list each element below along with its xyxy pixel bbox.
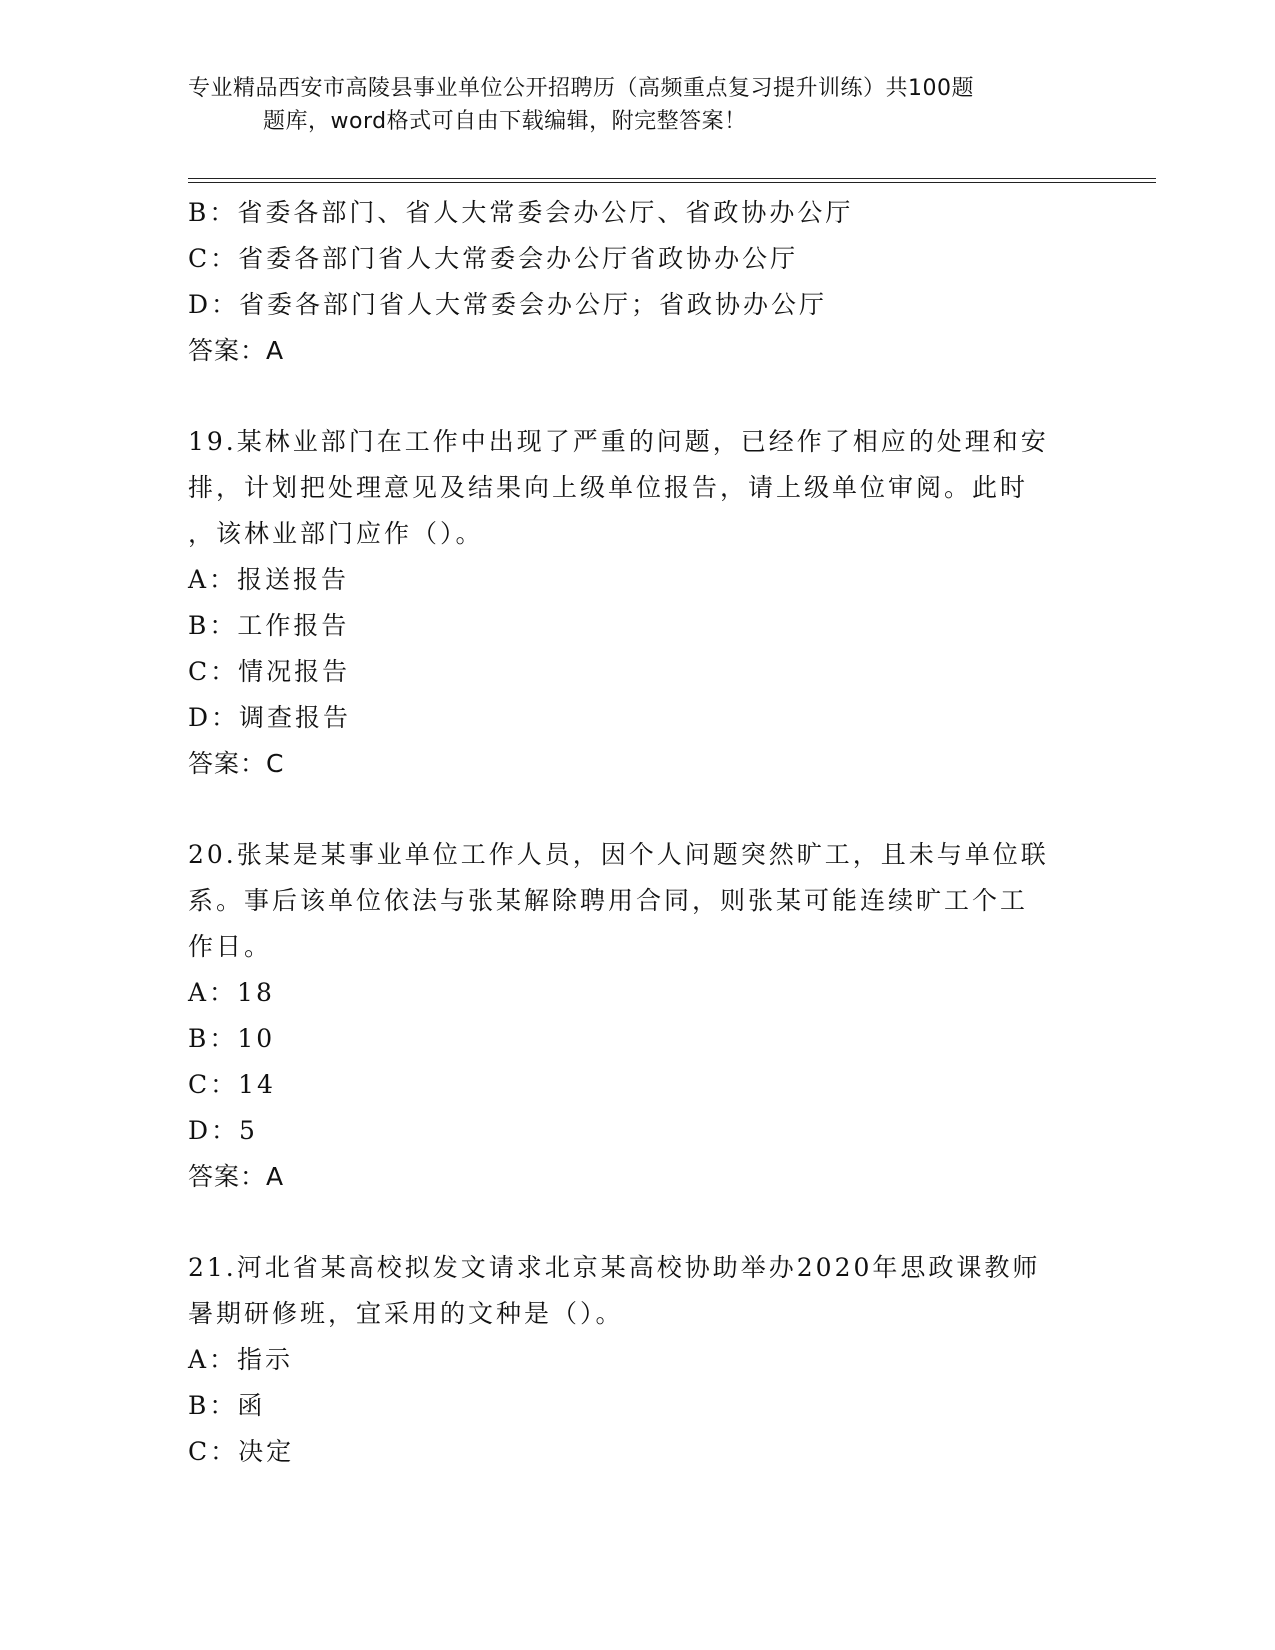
document-body xyxy=(188,190,1088,1475)
question-stem-line: 作日。 xyxy=(188,932,273,961)
question-19 xyxy=(188,419,1088,787)
spacer xyxy=(188,787,1088,832)
question-18-continued xyxy=(188,190,1088,374)
option-c: C：14 xyxy=(188,1070,276,1099)
header-divider-bottom xyxy=(188,182,1156,183)
option-c: C：省委各部门省人大常委会办公厅省政协办公厅 xyxy=(188,244,799,273)
header-title-line-2: 题库，word格式可自由下载编辑，附完整答案！ xyxy=(263,109,747,134)
document-header xyxy=(188,72,1068,138)
option-a: A：指示 xyxy=(188,1345,294,1374)
option-a: A：报送报告 xyxy=(188,565,350,594)
question-stem-line: 系。事后该单位依法与张某解除聘用合同，则张某可能连续旷工个工 xyxy=(188,886,1029,915)
option-d: D：省委各部门省人大常委会办公厅；省政协办公厅 xyxy=(188,290,828,319)
option-d: D：调查报告 xyxy=(188,703,352,732)
option-b: B：省委各部门、省人大常委会办公厅、省政协办公厅 xyxy=(188,198,854,227)
spacer xyxy=(188,1200,1088,1245)
option-b: B：工作报告 xyxy=(188,611,350,640)
question-stem-line: 暑期研修班，宜采用的文种是（）。 xyxy=(188,1299,624,1328)
question-20 xyxy=(188,832,1088,1200)
answer: 答案：A xyxy=(188,1162,285,1191)
option-c: C：决定 xyxy=(188,1437,295,1466)
option-a: A：18 xyxy=(188,978,275,1007)
option-b: B：函 xyxy=(188,1391,266,1420)
header-title-line-1: 专业精品西安市高陵县事业单位公开招聘历（高频重点复习提升训练）共100题 xyxy=(188,76,974,101)
question-stem-line: 19.某林业部门在工作中出现了严重的问题，已经作了相应的处理和安 xyxy=(188,427,1049,456)
question-stem-line: 排，计划把处理意见及结果向上级单位报告，请上级单位审阅。此时 xyxy=(188,473,1029,502)
header-divider-top xyxy=(188,178,1156,179)
option-c: C：情况报告 xyxy=(188,657,351,686)
spacer xyxy=(188,374,1088,419)
question-stem-line: 21.河北省某高校拟发文请求北京某高校协助举办2020年思政课教师 xyxy=(188,1253,1041,1282)
answer: 答案：A xyxy=(188,336,285,365)
option-b: B：10 xyxy=(188,1024,276,1053)
question-21 xyxy=(188,1245,1088,1475)
answer: 答案：C xyxy=(188,749,285,778)
option-d: D：5 xyxy=(188,1116,258,1145)
question-stem-line: 20.张某是某事业单位工作人员，因个人问题突然旷工，且未与单位联 xyxy=(188,840,1049,869)
question-stem-line: ，该林业部门应作（）。 xyxy=(188,519,484,548)
